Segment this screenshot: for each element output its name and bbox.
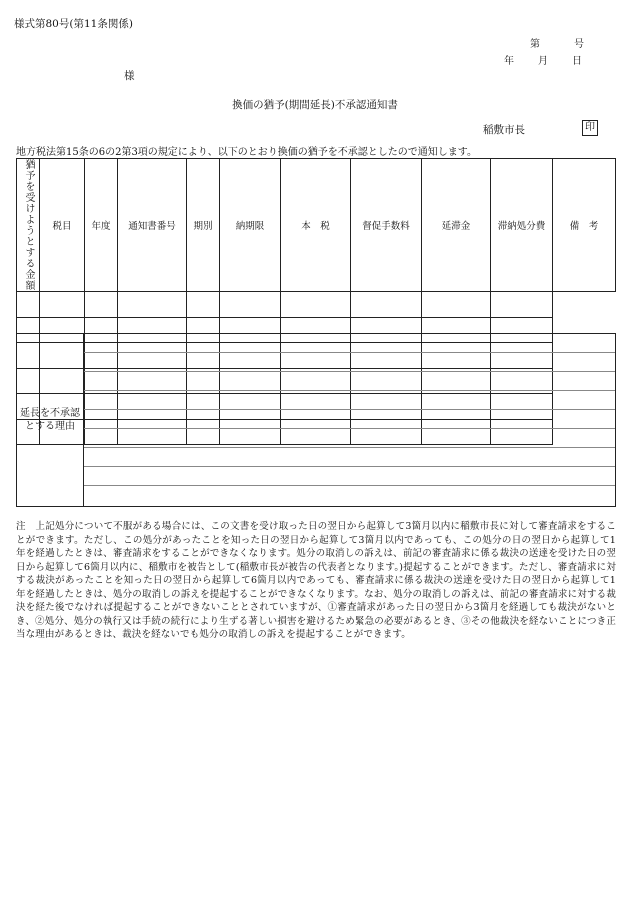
col-header: 本 税 — [281, 159, 351, 292]
col-header: 税目 — [40, 159, 85, 292]
col-header: 納期限 — [220, 159, 281, 292]
date-line — [504, 52, 582, 67]
table-cell[interactable] — [220, 292, 281, 318]
intro-text: 地方税法第15条の6の2第3項の規定により、以下のとおり換価の猶予を不承認としたので通知します。 — [16, 147, 478, 158]
reason-section — [16, 333, 616, 507]
seal-box: 印 — [582, 120, 598, 136]
day-label: 日 — [572, 56, 582, 67]
table-cell[interactable] — [187, 292, 220, 318]
ruled-line — [84, 466, 615, 467]
number-suffix: 号 — [574, 39, 584, 50]
document-number-line — [530, 35, 584, 50]
table-row — [17, 292, 616, 318]
issuer-name: 稲敷市長 — [483, 124, 525, 136]
side-label-cell — [17, 159, 40, 292]
form-number: 様式第80号(第11条関係) — [14, 18, 133, 30]
reason-label-line2: とする理由 — [25, 421, 75, 432]
ruled-line — [84, 428, 615, 429]
table-cell[interactable] — [85, 292, 118, 318]
col-header: 督促手数料 — [351, 159, 422, 292]
table-cell[interactable] — [17, 292, 40, 318]
month-label: 月 — [538, 56, 548, 67]
col-header: 年度 — [85, 159, 118, 292]
table-cell[interactable] — [118, 292, 187, 318]
reason-label — [17, 334, 84, 506]
table-cell[interactable] — [40, 292, 85, 318]
year-label: 年 — [504, 56, 514, 67]
table-cell[interactable] — [351, 292, 422, 318]
table-header-row — [17, 159, 616, 292]
col-header: 通知書番号 — [118, 159, 187, 292]
col-header: 滞納処分費 — [491, 159, 553, 292]
appeal-note: 注 上記処分について不服がある場合には、この文書を受け取った日の翌日から起算して3箇月以内に稲敷市長に対して審査請求をすることができます。ただし、この処分があったことを知った日の翌日から起算して3箇月以内であっても、この処分の日の翌日から起算して1年を経過したときは、審査請求をすることができなくなります。処分の取消しの訴えは、前記の審査請求に係る裁決の送達を受けた日の翌日から起算して6箇月以内に、稲敷市を被告として(稲敷市長が被告の代表者となります。)提起することができます。ただし、審査請求に対する裁決があったことを知った日の翌日から起算して6箇月以内であっても、審査請求に係る裁決の送達を受けた日の翌日から起算して1年を経過したときは、処分の取消しの訴えを提起することができなくなります。なお、処分の取消しの訴えは、前記の審査請求に対する裁決を経た後でなければ提起することができないこととされていますが、①審査請求があった日の翌日から3箇月を経過しても裁決がないとき、②処分、処分の執行又は手続の続行により生ずる著しい損害を避けるため緊急の必要があるとき、③その他裁決を経ないことにつき正当な理由があるときは、裁決を経ないでも処分の取消しの訴えを提起することができます。 — [16, 521, 616, 640]
ruled-line — [84, 409, 615, 410]
col-header: 期別 — [187, 159, 220, 292]
ruled-line — [84, 447, 615, 448]
col-header: 延滞金 — [422, 159, 491, 292]
reason-label-line1: 延長を不承認 — [20, 407, 80, 419]
table-cell[interactable] — [281, 292, 351, 318]
ruled-line — [84, 485, 615, 486]
table-cell[interactable] — [491, 292, 553, 318]
addressee-suffix: 様 — [124, 70, 135, 82]
side-label: 猶予を受けようとする金額 — [23, 159, 34, 291]
number-prefix: 第 — [530, 39, 540, 50]
ruled-line — [84, 390, 615, 391]
ruled-line — [84, 371, 615, 372]
table-cell[interactable] — [422, 292, 491, 318]
col-header: 備 考 — [553, 159, 616, 292]
reason-writing-area[interactable] — [84, 334, 615, 506]
page-title: 換価の猶予(期間延長)不承認通知書 — [232, 99, 398, 111]
ruled-line — [84, 352, 615, 353]
